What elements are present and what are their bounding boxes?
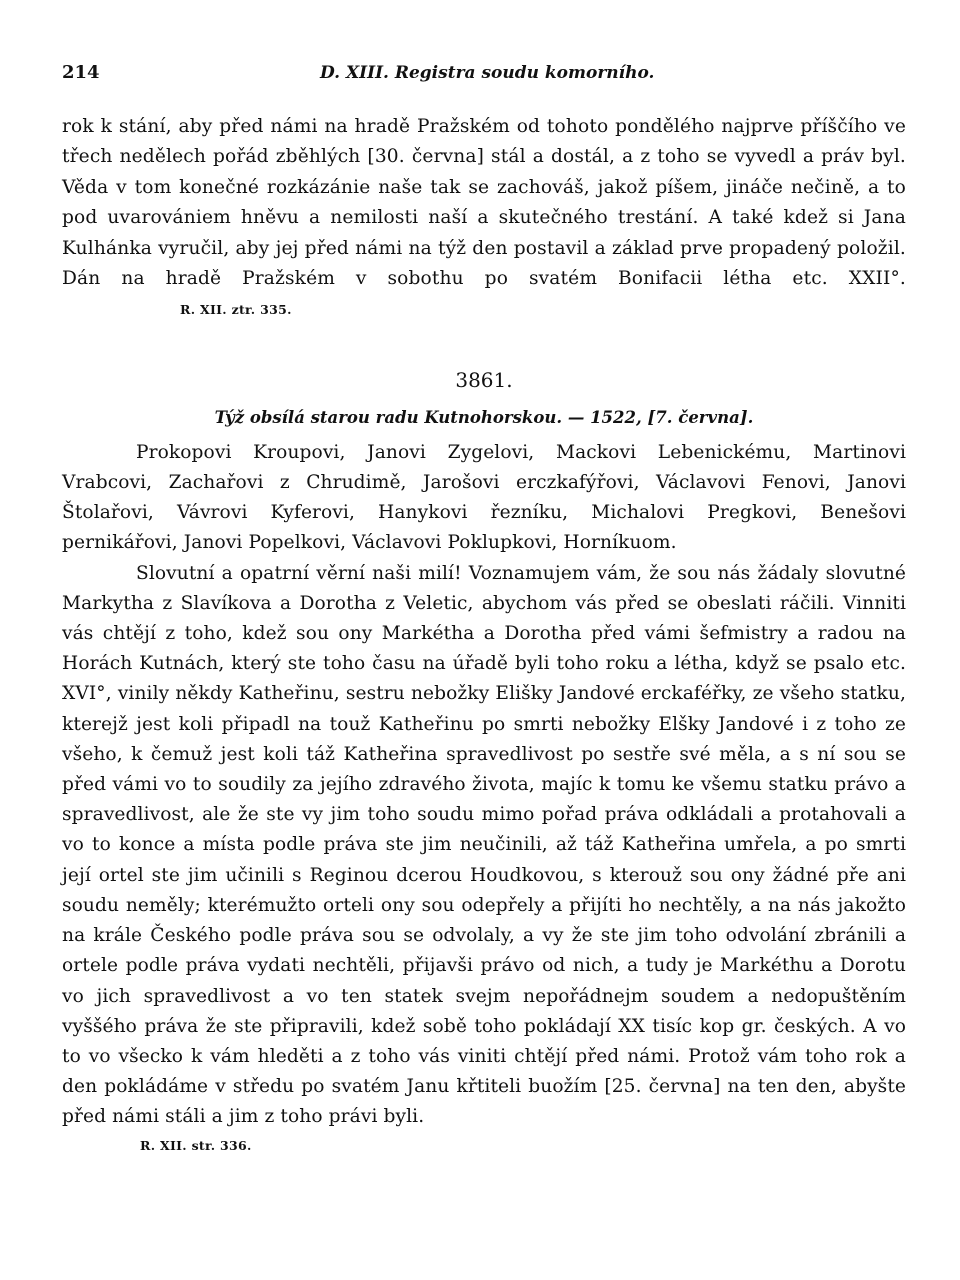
- continuation-paragraph: [62, 112, 906, 326]
- document-heading: Týž obsílá starou radu Kutnohorskou. — 1522, [7. června].: [214, 407, 754, 427]
- running-header: [62, 58, 906, 88]
- register-reference-end: R. XII. str. 336.: [140, 1137, 252, 1153]
- document-number: 3861.: [455, 367, 513, 392]
- page-number: 214: [62, 62, 100, 83]
- register-reference: R. XII. ztr. 335.: [180, 302, 292, 318]
- continuation-text: rok k stání, aby před námi na hradě Pražském od tohoto pondělého najprve příščího ve třech nedělech pořád zběhlých [30. června] stál a dostál, a z toho se vyvedl a práv byl. Věda v tom konečné rozkázánie naše tak se zachováš, jakož píšem, jináče nečině, a to pod uvarovániem hněvu a nemilosti naší a skutečného trestání. A také kdež si Jana Kulhánka vyručil, aby jej před námi na týž den postavil a základ prve propadený položil. Dán na hradě Pražském v sobothu po svatém Bonifacii létha etc. XXII°.: [62, 116, 906, 290]
- letter-body-paragraph: Slovutní a opatrní věrní naši milí! Voznamujem vám, že sou nás žádaly slovutné Markytha z Slavíkova a Dorotha z Veletic, abychom vás před se obeslati ráčili. Vinniti vás chtějí z toho, kdež sou ony Markétha a Dorotha před vámi šefmistry a radou na Horách Kutnách, který ste toho času na úřadě byli toho roku a létha, když se psalo etc. XVI°, vinily někdy Katheřinu, sestru nebožky Elišky Jandové erckaféřky, ze všeho statku, kterejž jest koli připadl na touž Katheřinu po smrti nebožky Elšky Jandové i z toho ze všeho, k čemuž jest koli táž Katheřina spravedlivost po sestře své měla, a s ní sou se před vámi vo to soudily za jejího zdravého života, majíc k tomu ke všemu statku právo a spravedlivost, ale že ste vy jim toho soudu mimo pořad práva odkládali a protahovali a vo to konce a místa podle práva ste jim neučinili, až táž Katheřina umřela, a po smrti její ortel ste jim učinili s Reginou dcerou Houdkovou, s kterouž sou ony žádné pře ani soudu neměly; kterémužto orteli ony sou odepřely a přijíti ho nechtěly, a na nás jakožto na krále Českého podle práva sou se odvolaly, a vy že ste jim toho odvolání zbránili a ortele podle práva vydati nechtěli, přijavši právo od nich, a tudy je Markéthu a Dorotu vo jich spravedlivost a vo ten statek svejm nepořádnejm soudem a nedopuštěním vyššého práva že ste připravili, kdež sobě toho pokládají XX tisíc kop gr. českých. A vo to vo všecko k vám hleděti a z toho vás viniti chtějí před námi. Protož vám toho rok a den pokládáme v středu po svatém Janu křtiteli buožím [25. června] na ten den, abyšte před námi stáli a jim z toho právi byli.: [62, 562, 906, 1128]
- document-page: [62, 58, 906, 1157]
- addressee-paragraph: Prokopovi Kroupovi, Janovi Zygelovi, Mackovi Lebenickému, Martinovi Vrabcovi, Zachařovi z Chrudimě, Jarošovi erczkafýřovi, Václavovi Fenovi, Janovi Štolařovi, Vávrovi Kyferovi, Hanykovi řezníku, Michalovi Pregkovi, Benešovi pernikářovi, Janovi Popelkovi, Václavovi Poklupkovi, Horníkuom.: [62, 441, 906, 554]
- running-title: D. XIII. Registra soudu komorního.: [320, 63, 655, 83]
